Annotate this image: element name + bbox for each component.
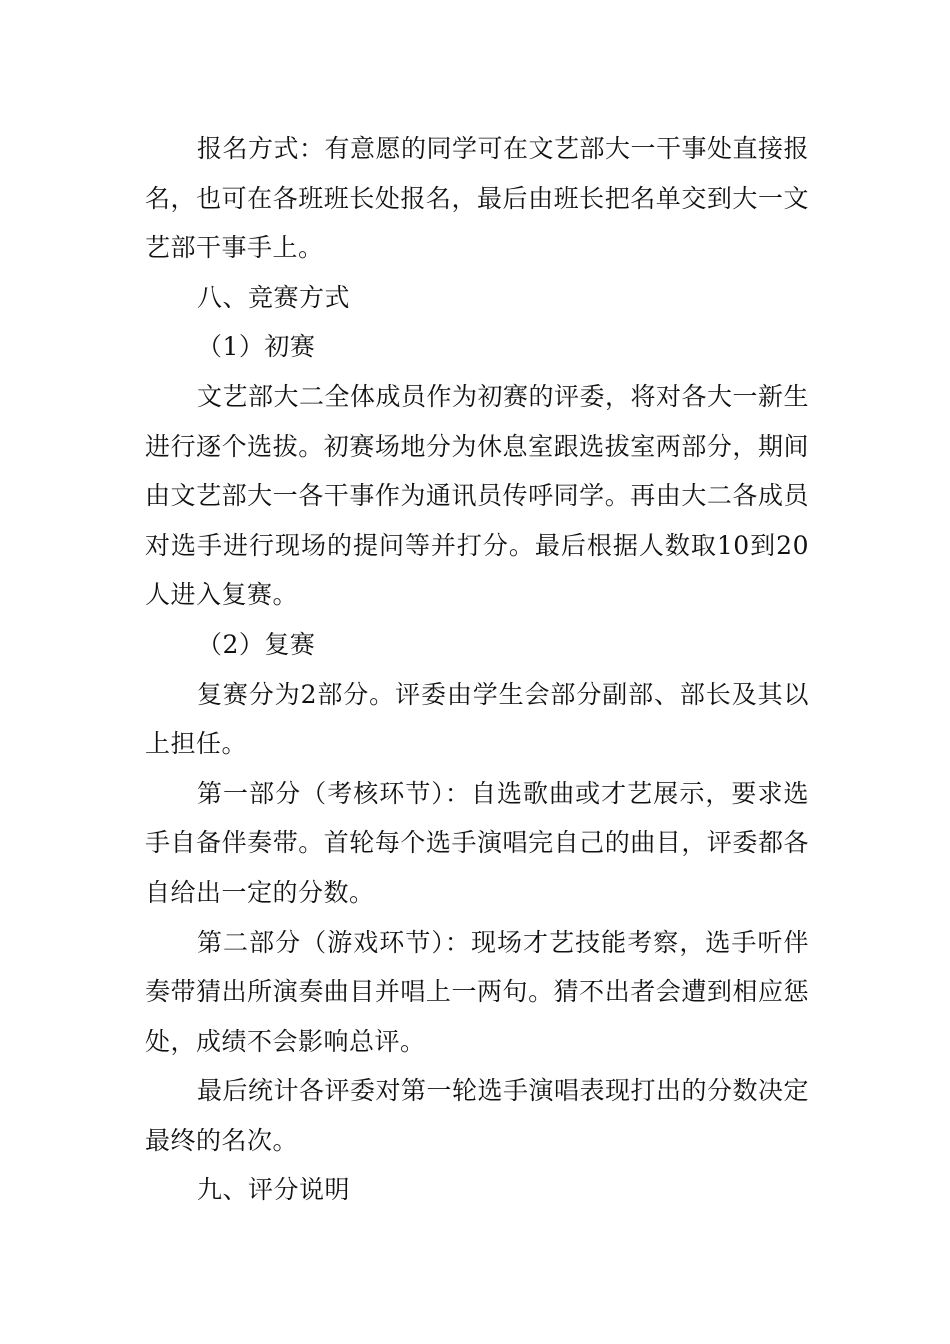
- final-ranking-paragraph: 最后统计各评委对第一轮选手演唱表现打出的分数决定最终的名次。: [145, 1076, 810, 1155]
- second-round-intro-paragraph: 复赛分为2部分。评委由学生会部分副部、部长及其以上担任。: [145, 679, 809, 759]
- subheading-second-round: （2）复赛: [197, 629, 316, 659]
- document-page: [145, 124, 809, 1215]
- subheading-preliminary-round: （1）初赛: [197, 332, 316, 362]
- part-one-paragraph: 第一部分（考核环节）：自选歌曲或才艺展示，要求选手自备伴奏带。首轮每个选手演唱完自己的曲目，评委都各自给出一定的分数。: [145, 778, 809, 907]
- registration-method-paragraph: 报名方式：有意愿的同学可在文艺部大一干事处直接报名，也可在各班班长处报名，最后由班长把名单交到大一文艺部干事手上。: [145, 134, 810, 263]
- preliminary-round-paragraph: 文艺部大二全体成员作为初赛的评委，将对各大一新生进行逐个选拔。初赛场地分为休息室跟选拔室两部分，期间由文艺部大一各干事作为通讯员传呼同学。再由大二各成员对选手进行现场的提问等并打分。最后根据人数取10到20人进入复赛。: [145, 381, 810, 610]
- section-heading-competition-format: 八、竞赛方式: [197, 282, 351, 312]
- part-two-paragraph: 第二部分（游戏环节）：现场才艺技能考察，选手听伴奏带猜出所演奏曲目并唱上一两句。猜不出者会遭到相应惩处，成绩不会影响总评。: [145, 927, 809, 1056]
- section-heading-scoring-notes: 九、评分说明: [197, 1175, 351, 1205]
